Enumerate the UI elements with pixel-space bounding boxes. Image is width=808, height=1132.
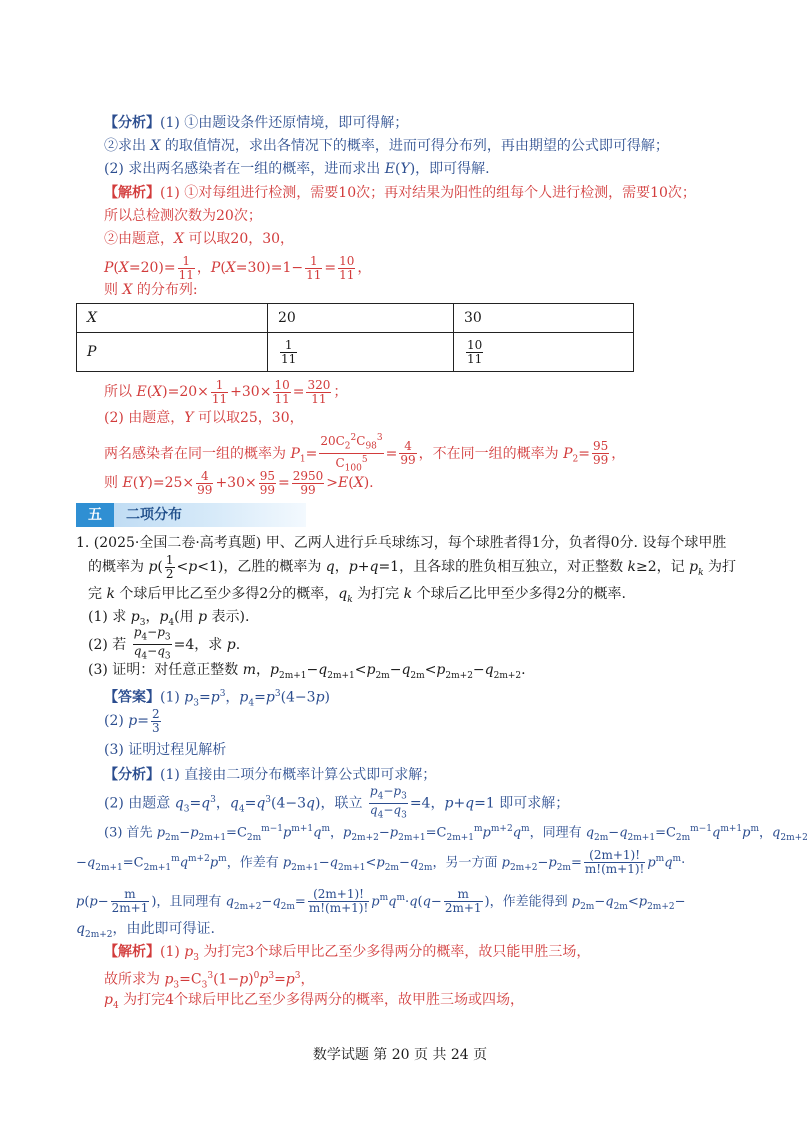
table-header-x: X xyxy=(77,304,268,333)
answer-line-1: 【答案】(1) $p_3=p^3$，$p_4=p^3(4-3p)$ xyxy=(104,689,331,709)
analysis2-line-3: (3) 首先 $p_{2m}-p_{2m+1}=C_{2m}^{m-1}p^{m+1}q^m$，$p_{2m+2}-p_{2m+1}=C_{2m+1}^mp^{m+2}q^m$，同理有 $q_{2m}-q_{2m+1}=C_{2m}^{m-1}q^{m+1}p^m$，$q_{2m+2}$ xyxy=(104,824,808,843)
solution-line-9: 则 E(Y)=25× $\frac{4}{99}$ +30× $\frac{95}{99}$ = $\frac{2950}{99}$ >E(X). xyxy=(104,468,374,497)
answer-tag: 【答案】 xyxy=(104,689,160,706)
solution2-line-3: $p_4$ 为打完4个球后甲比乙至少多得两分的概率，故甲胜三场或四场， xyxy=(104,992,525,1011)
section-header xyxy=(76,503,306,527)
answer-line-3: (3) 证明过程见解析 xyxy=(104,742,227,758)
section-number: 五 xyxy=(76,503,114,527)
table-cell-p2: $\frac{10}{11}$ xyxy=(454,333,634,372)
analysis2-tag: 【分析】 xyxy=(104,767,160,783)
table-cell-p: P xyxy=(77,333,268,372)
answer-line-2: (2) p= $\frac{2}{3}$ xyxy=(104,706,160,735)
problem-line-3: 完 k 个球后甲比乙至少多得2分的概率，$q_k$ 为打完 k 个球后乙比甲至少多得2分的概率. xyxy=(88,586,626,605)
table-header-20: 20 xyxy=(268,304,454,333)
solution-line-1: 【解析】(1) ①对每组进行检测，需要10次；再对结果为阳性的组每个人进行检测，需要10次； xyxy=(104,185,696,201)
problem-line-6: (3) 证明：对任意正整数 m，$p_{2m+1}-q_{2m+1}<p_{2m}-q_{2m}<p_{2m+2}-q_{2m+2}$. xyxy=(88,662,526,681)
analysis2-line-2: (2) 由题意 $q_3=q^3$，$q_4=q^3(4-3q)$，联立 $\frac{p_4-p_3}{q_4-q_3}$ =4，p+q=1 即可求解； xyxy=(104,783,570,821)
solution-tag: 【解析】 xyxy=(104,185,160,201)
problem-line-1: 1. (2025·全国二卷·高考真题) 甲、乙两人进行乒乓球练习，每个球胜者得1分，负者得0分. 设每个球甲胜 xyxy=(76,535,727,551)
analysis-line-1: 【分析】(1) ①由题设条件还原情境，即可得解； xyxy=(104,115,409,131)
analysis2-line-6: $q_{2m+2}$，由此即可得证. xyxy=(76,921,215,940)
analysis2-line-5: p(p− $\frac{m}{2m+1}$ )，且同理有 $q_{2m+2}-q_{2m}=$ $\frac{(2m+1)!}{m!(m+1)!}$ $p^mq^m\cdot q(q-$ $\frac{m}{2m+1}$ )，作差能得到 $p_{2m}-q_{2m}<p_{2m+2}-$ xyxy=(76,887,686,916)
solution2-line-1: 【解析】(1) $p_3$ 为打完3个球后甲比乙至少多得两分的概率，故只能甲胜三场， xyxy=(104,944,591,963)
problem-line-2: 的概率为 p( $\frac{1}{2}$ <p<1)，乙胜的概率为 q，p+q=1，且各球的胜负相互独立，对正整数 k≥2，记 $p_k$ 为打 xyxy=(88,552,736,581)
solution2-line-2: 故所求为 $p_3=C_3^3(1-p)^0p^3=p^3$， xyxy=(104,971,315,991)
problem-line-4: (1) 求 $p_3$，$p_4$(用 p 表示). xyxy=(88,609,250,628)
solution-line-6: 所以 E(X)=20× $\frac{1}{11}$ +30× $\frac{10}{11}$ = $\frac{320}{11}$ ； xyxy=(104,377,348,406)
analysis2-line-4: $-q_{2m+1}=C_{2m+1}^mq^{m+2}p^m$，作差有 $p_{2m+1}-q_{2m+1}<p_{2m}-q_{2m}$，另一方面 $p_{2m+2}-p_{2m}=$ $\frac{(2m+1)!}{m!(m+1)!}$ $p^mq^m\cdot$ xyxy=(76,848,686,877)
table-cell-p1: $\frac{1}{11}$ xyxy=(268,333,454,372)
distribution-table xyxy=(76,303,634,372)
section-title: 二项分布 xyxy=(126,507,182,523)
analysis2-line-1: 【分析】(1) 直接由二项分布概率计算公式即可求解； xyxy=(104,767,437,783)
analysis-line-3: (2) 求出两名感染者在一组的概率，进而求出 E(Y)，即可得解. xyxy=(104,161,490,177)
analysis-tag: 【分析】 xyxy=(104,115,160,131)
solution-line-8: 两名感染者在同一组的概率为 $P_1=$ $\frac{20C_2^2C_{98}^3}{C_{100}^5}$ = $\frac{4}{99}$ ，不在同一组的概率为 $P_2=$ $\frac{95}{99}$ ， xyxy=(104,433,626,474)
table-row xyxy=(77,304,634,333)
problem-line-5: (2) 若 $\frac{p_4-p_3}{q_4-q_3}$ =4，求 p. xyxy=(88,625,241,662)
page-footer: 数学试题 第 20 页 共 24 页 xyxy=(312,1047,488,1063)
solution-line-7: (2) 由题意，Y 可以取25，30， xyxy=(104,410,304,426)
solution2-tag: 【解析】 xyxy=(104,944,160,960)
table-header-30: 30 xyxy=(454,304,634,333)
analysis-line-2: ②求出 X 的取值情况，求出各情况下的概率，进而可得分布列，再由期望的公式即可得解； xyxy=(104,138,669,154)
solution-line-4: P(X=20)= $\frac{1}{11}$ ，P(X=30)=1− $\frac{1}{11}$ = $\frac{10}{11}$ ， xyxy=(104,253,372,282)
solution-line-5: 则 X 的分布列: xyxy=(104,282,198,298)
table-row xyxy=(77,333,634,372)
solution-line-3: ②由题意，X 可以取20，30， xyxy=(104,231,295,247)
solution-line-2: 所以总检测次数为20次； xyxy=(104,208,262,224)
